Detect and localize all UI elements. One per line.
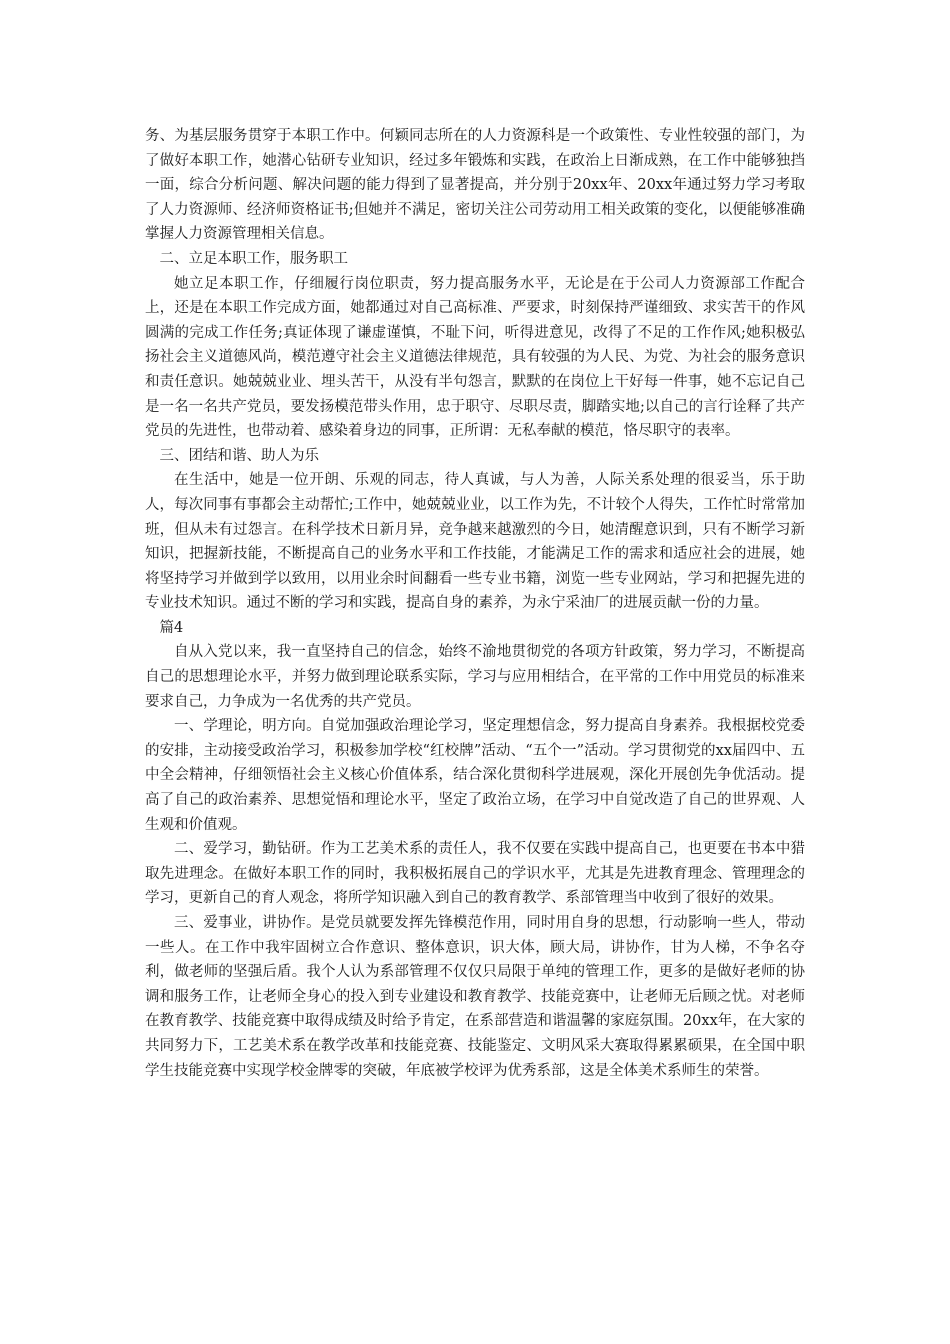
section-heading-3: 三、团结和谐、助人为乐 xyxy=(159,447,319,464)
body-paragraph-3: 在生活中，她是一位开朗、乐观的同志，待人真诚，与人为善，人际关系处理的很妥当，乐于助人，每次同事有事都会主动帮忙;工作中，她兢兢业业，以工作为先，不计较个人得失，工作忙时常常加班，但从未有过怨言。在科学技术日新月异，竞争越来越激烈的今日，她清醒意识到，只有不断学习新知识，把握新技能，不断提高自己的业务水平和工作技能，才能满足工作的需求和适应社会的进展，她将坚持学习并做到学以致用，以用业余时间翻看一些专业书籍，浏览一些专业网站，学习和把握先进的专业技术知识。通过不断的学习和实践，提高自身的素养，为永宁采油厂的进展贡献一份的力量。 xyxy=(145,472,805,612)
article-heading-4: 篇4 xyxy=(159,619,184,636)
body-paragraph-6: 二、爱学习，勤钻研。作为工艺美术系的责任人，我不仅要在实践中提高自己，也更要在书本中猎取先进理念。在做好本职工作的同时，我积极拓展自己的学识水平，尤其是先进教育理念、管理理念的学习，更新自己的育人观念，将所学知识融入到自己的教育教学、系部管理当中收到了很好的效果。 xyxy=(145,841,805,907)
body-paragraph-4: 自从入党以来，我一直坚持自己的信念，始终不渝地贯彻党的各项方针政策，努力学习，不断提高自己的思想理论水平，并努力做到理论联系实际，学习与应用相结合，在平常的工作中用党员的标准来要求自己，力争成为一名优秀的共产党员。 xyxy=(145,644,805,710)
body-paragraph-1: 务、为基层服务贯穿于本职工作中。何颖同志所在的人力资源科是一个政策性、专业性较强的部门，为了做好本职工作，她潜心钻研专业知识，经过多年锻炼和实践，在政治上日渐成熟，在工作中能够独挡一面，综合分析问题、解决问题的能力得到了显著提高，并分别于20xx年、20xx年通过努力学习考取了人力资源师、经济师资格证书;但她并不满足，密切关注公司劳动用工相关政策的变化，以便能够准确掌握人力资源管理相关信息。 xyxy=(145,128,805,243)
body-paragraph-5: 一、学理论，明方向。自觉加强政治理论学习，坚定理想信念，努力提高自身素养。我根据校党委的安排，主动接受政治学习，积极参加学校“红校牌”活动、“五个一”活动。学习贯彻党的xx届四中、五中全会精神，仔细领悟社会主义核心价值体系，结合深化贯彻科学进展观，深化开展创先争优活动。提高了自己的政治素养、思想觉悟和理论水平，坚定了政治立场，在学习中自觉改造了自己的世界观、人生观和价值观。 xyxy=(145,718,805,833)
body-paragraph-7: 三、爱事业，讲协作。是党员就要发挥先锋模范作用，同时用自身的思想，行动影响一些人，带动一些人。在工作中我牢固树立合作意识、整体意识，识大体，顾大局，讲协作，甘为人梯，不争名夺利，做老师的坚强后盾。我个人认为系部管理不仅仅只局限于单纯的管理工作，更多的是做好老师的协调和服务工作，让老师全身心的投入到专业建设和教育教学、技能竞赛中，让老师无后顾之忧。对老师在教育教学、技能竞赛中取得成绩及时给予肯定，在系部营造和谐温馨的家庭氛围。20xx年，在大家的共同努力下，工艺美术系在教学改革和技能竞赛、技能鉴定、文明风采大赛取得累累硕果，在全国中职学生技能竞赛中实现学校金牌零的突破，年底被学校评为优秀系部，这是全体美术系师生的荣誉。 xyxy=(145,915,805,1079)
section-heading-2: 二、立足本职工作，服务职工 xyxy=(159,250,348,267)
body-paragraph-2: 她立足本职工作，仔细履行岗位职责，努力提高服务水平，无论是在于公司人力资源部工作配合上，还是在本职工作完成方面，她都通过对自己高标准、严要求，时刻保持严谨细致、求实苦干的作风圆满的完成工作任务;真证体现了谦虚谨慎，不耻下问，听得进意见，改得了不足的工作作风;她积极弘扬社会主义道德风尚，模范遵守社会主义道德法律规范，具有较强的为人民、为党、为社会的服务意识和责任意识。她兢兢业业、埋头苦干，从没有半句怨言，默默的在岗位上干好每一件事，她不忘记自己是一名一名共产党员，要发扬模范带头作用，忠于职守、尽职尽责，脚踏实地;以自己的言行诠释了共产党员的先进性，也带动着、感染着身边的同事，正所谓：无私奉献的模范，恪尽职守的表率。 xyxy=(145,275,805,440)
document-page xyxy=(145,124,805,1083)
